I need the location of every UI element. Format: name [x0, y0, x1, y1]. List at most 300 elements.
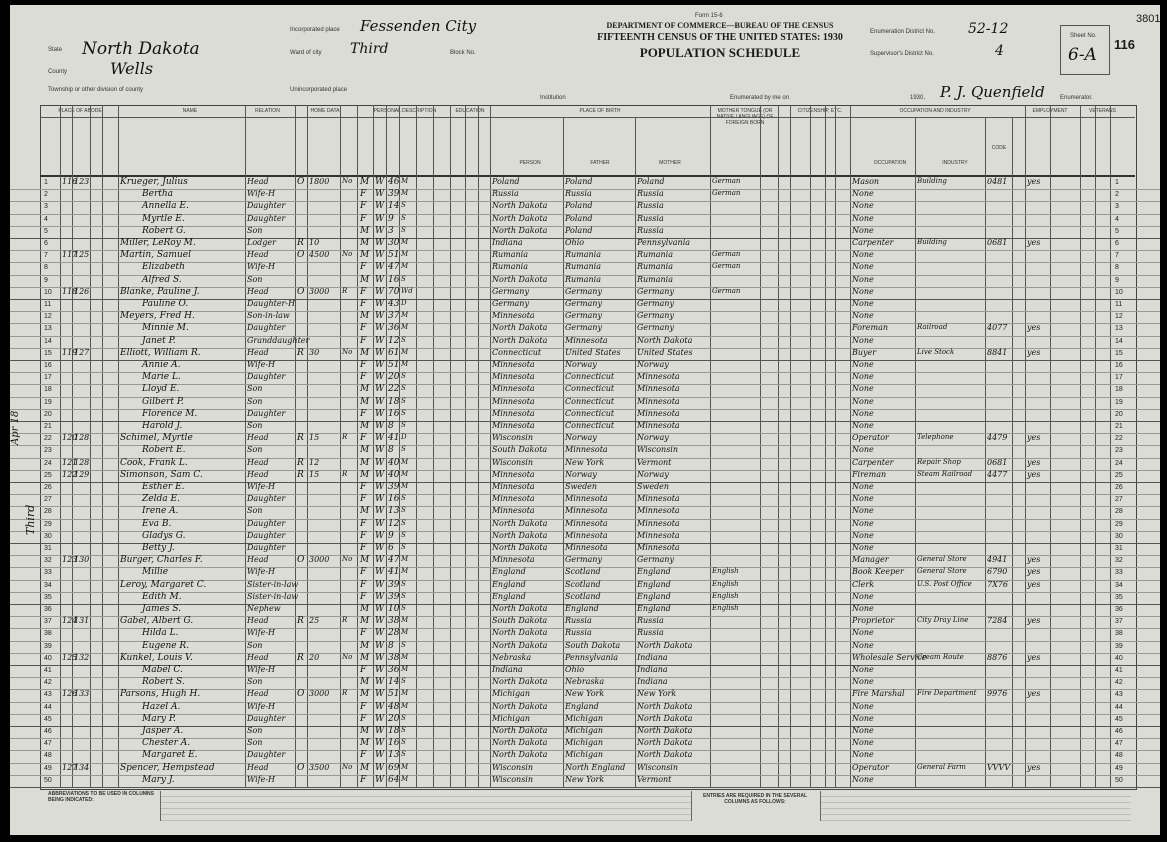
cell-mpob: Minnesota — [637, 506, 680, 516]
cell-mar: S — [401, 225, 406, 234]
cell-occ: None — [852, 604, 874, 613]
cell-ind: U.S. Post Office — [917, 579, 972, 588]
census-sheet — [10, 5, 1160, 835]
line-number-right: 15 — [1115, 349, 1123, 357]
cell-age: 9 — [388, 530, 394, 541]
cell-sex: F — [360, 213, 367, 224]
cell-age: 47 — [388, 262, 400, 273]
cell-fpob: Connecticut — [565, 408, 615, 418]
cell-pob: North Dakota — [492, 225, 548, 235]
table-row — [10, 311, 1160, 324]
cell-mar: S — [401, 421, 406, 429]
cell-sex: F — [360, 201, 367, 212]
cell-mpob: Germany — [637, 323, 674, 333]
cell-race: W — [375, 677, 385, 688]
table-row — [10, 189, 1160, 202]
table-row — [10, 336, 1160, 349]
cell-emp: yes — [1027, 323, 1041, 333]
cell-fpob: Connecticut — [565, 421, 615, 430]
cell-sex: F — [360, 665, 367, 675]
cell-age: 14 — [388, 677, 400, 688]
cell-emp: yes — [1027, 469, 1041, 479]
cell-rel: Sister-in-law — [247, 591, 299, 601]
cell-radio: R — [342, 433, 348, 442]
section-home: HOME DATA — [310, 108, 340, 114]
cell-race: W — [375, 750, 385, 761]
cell-rel: Son — [247, 274, 263, 284]
unincorporated-label: Unincorporated place — [290, 87, 348, 93]
cell-mar: S — [401, 384, 406, 393]
cell-age: 10 — [388, 604, 400, 614]
cell-code: VVVV — [987, 762, 1011, 772]
cell-occ: Carpenter — [852, 238, 894, 247]
cell-mar: S — [401, 713, 406, 722]
cell-mpob: Wisconsin — [637, 762, 679, 772]
cell-emp: yes — [1027, 689, 1041, 699]
cell-val: 15 — [309, 469, 320, 479]
cell-occ: Carpenter — [852, 457, 894, 467]
cell-ind: Repair Shop — [917, 457, 961, 466]
table-row — [10, 250, 1160, 263]
cell-occ: None — [852, 213, 874, 223]
cell-age: 14 — [388, 201, 400, 212]
cell-own: R — [297, 616, 304, 627]
cell-pob: Minnesota — [492, 311, 535, 321]
cell-rel: Daughter — [247, 494, 286, 504]
cell-rel: Wife-H — [247, 482, 276, 491]
cell-code: 4477 — [987, 469, 1008, 479]
township-label: Township or other division of county — [48, 87, 144, 93]
line-number-right: 26 — [1115, 484, 1123, 491]
cell-own: O — [297, 555, 305, 566]
cell-pob: North Dakota — [492, 518, 548, 528]
line-number-right: 44 — [1115, 703, 1123, 711]
cell-rel: Wife-H — [247, 628, 276, 638]
cell-tongue: English — [712, 591, 739, 600]
state-value: North Dakota — [82, 39, 200, 59]
cell-occ: None — [852, 311, 874, 321]
line-number: 6 — [44, 240, 48, 247]
cell-mpob: Minnesota — [637, 543, 680, 552]
cell-mpob: Minnesota — [637, 372, 680, 382]
cell-age: 69 — [388, 762, 400, 773]
cell-rel: Lodger — [247, 238, 276, 247]
table-row — [10, 409, 1160, 422]
cell-fpob: South Dakota — [565, 640, 621, 650]
line-number-right: 17 — [1115, 374, 1123, 382]
cell-pob: North Dakota — [492, 738, 548, 748]
cell-race: W — [375, 665, 385, 675]
cell-pob: Minnesota — [492, 396, 535, 406]
abbreviation-block — [160, 791, 692, 821]
line-number: 38 — [44, 630, 52, 638]
line-number-right: 32 — [1115, 557, 1123, 565]
cell-fam: 131 — [74, 616, 90, 626]
cell-mar: S — [401, 494, 406, 503]
cell-mar: S — [401, 738, 406, 747]
cell-occ: None — [852, 299, 874, 308]
cell-name: Robert E. — [142, 445, 186, 456]
cell-code: 4941 — [987, 555, 1008, 565]
cell-occ: None — [852, 408, 874, 418]
line-number-right: 28 — [1115, 508, 1123, 516]
cell-own: O — [297, 177, 305, 187]
cell-mar: M — [401, 689, 409, 698]
cell-pob: Minnesota — [492, 494, 535, 504]
cell-name: Parsons, Hugh H. — [120, 689, 201, 700]
cell-mar: S — [401, 677, 406, 686]
cell-val: 1800 — [309, 177, 330, 186]
cell-mar: M — [401, 189, 409, 198]
cell-age: 12 — [388, 335, 400, 346]
line-number: 15 — [44, 349, 52, 357]
cell-val: 3000 — [309, 689, 330, 699]
line-number: 11 — [44, 301, 52, 308]
cell-race: W — [375, 482, 385, 492]
table-row — [10, 653, 1160, 666]
cell-occ: None — [852, 372, 874, 382]
cell-occ: Wholesale Service — [852, 652, 927, 662]
line-number: 12 — [44, 313, 52, 321]
cell-name: Jasper A. — [142, 726, 184, 736]
cell-sex: M — [360, 238, 370, 248]
cell-mar: S — [401, 372, 406, 381]
line-number: 42 — [44, 679, 52, 687]
line-number-right: 13 — [1115, 325, 1123, 333]
cell-radio: No — [342, 250, 353, 259]
cell-sex: F — [360, 482, 367, 492]
cell-fpob: Minnesota — [565, 518, 608, 528]
cell-name: Margaret E. — [142, 750, 198, 761]
cell-sex: M — [360, 396, 370, 407]
line-number-right: 37 — [1115, 618, 1123, 626]
cell-mar: S — [401, 750, 406, 759]
cell-dw: 123 — [62, 555, 78, 565]
cell-mpob: United States — [637, 347, 693, 357]
cell-sex: M — [360, 616, 370, 627]
cell-race: W — [375, 323, 385, 334]
cell-tongue: English — [712, 567, 739, 576]
cell-fpob: New York — [565, 457, 605, 467]
cell-val: 3000 — [309, 555, 330, 565]
cell-pob: Rumania — [492, 262, 529, 272]
cell-mpob: Minnesota — [637, 396, 680, 406]
cell-rel: Daughter — [247, 530, 286, 540]
line-number-right: 3 — [1115, 203, 1119, 211]
cell-pob: Indiana — [492, 238, 523, 247]
cell-mpob: North Dakota — [637, 750, 693, 760]
cell-name: Eugene R. — [142, 640, 190, 651]
line-number-right: 50 — [1115, 776, 1123, 784]
cell-mar: S — [401, 726, 406, 734]
county-label: County — [48, 69, 68, 75]
col-father: FATHER — [590, 160, 610, 166]
cell-name: Florence M. — [142, 408, 198, 419]
sheet-value: 6-A — [1068, 45, 1097, 65]
cell-fpob: Russia — [565, 189, 592, 199]
enumeration-district-value: 52-12 — [968, 21, 1009, 37]
cell-mar: M — [401, 311, 409, 320]
cell-emp: yes — [1027, 457, 1041, 467]
cell-sex: M — [360, 738, 370, 749]
cell-rel: Son — [247, 640, 263, 650]
cell-pob: Wisconsin — [492, 762, 534, 772]
cell-fpob: Germany — [565, 311, 602, 321]
cell-fam: 132 — [74, 652, 90, 662]
cell-pob: Nebraska — [492, 652, 532, 662]
cell-sex: F — [360, 543, 367, 553]
line-number: 30 — [44, 532, 52, 540]
line-number-right: 43 — [1115, 691, 1123, 699]
cell-mpob: Vermont — [637, 457, 672, 467]
cell-sex: M — [360, 177, 370, 187]
cell-rel: Head — [247, 347, 269, 357]
cell-rel: Wife-H — [247, 665, 276, 674]
cell-mar: M — [401, 347, 409, 356]
cell-occ: None — [852, 189, 874, 199]
cell-pob: Minnesota — [492, 384, 535, 394]
line-number: 3 — [44, 203, 48, 211]
cell-occ: None — [852, 421, 874, 430]
cell-age: 47 — [388, 555, 400, 566]
line-number: 31 — [44, 545, 52, 552]
cell-pob: Michigan — [492, 713, 530, 723]
cell-pob: North Dakota — [492, 677, 548, 687]
line-number: 50 — [44, 776, 52, 784]
cell-ind: General Farm — [917, 762, 966, 771]
cell-mpob: Minnesota — [637, 518, 680, 528]
table-row — [10, 641, 1160, 654]
cell-own: R — [297, 457, 304, 468]
cell-fpob: Connecticut — [565, 372, 615, 382]
line-number: 37 — [44, 618, 52, 626]
section-occupation: OCCUPATION AND INDUSTRY — [899, 108, 971, 114]
line-number-right: 49 — [1115, 764, 1123, 772]
cell-name: Hazel A. — [142, 701, 181, 712]
cell-occ: Operator — [852, 433, 889, 443]
cell-race: W — [375, 628, 385, 639]
line-number-right: 22 — [1115, 435, 1123, 443]
table-row — [10, 287, 1160, 300]
cell-occ: None — [852, 360, 874, 369]
cell-pob: Germany — [492, 286, 529, 296]
cell-emp: yes — [1027, 433, 1041, 443]
cell-radio: No — [342, 347, 353, 356]
cell-age: 18 — [388, 726, 400, 736]
table-row — [10, 702, 1160, 715]
cell-sex: F — [360, 567, 367, 578]
cell-occ: None — [852, 201, 874, 211]
cell-fam: 128 — [74, 433, 90, 443]
cell-pob: England — [492, 591, 526, 601]
cell-tongue: German — [712, 286, 741, 295]
cell-name: Myrtle E. — [142, 213, 185, 224]
cell-mpob: England — [637, 579, 671, 589]
cell-age: 36 — [388, 665, 400, 675]
cell-dw: 125 — [62, 652, 78, 662]
cell-fpob: Nebraska — [565, 677, 605, 687]
cell-occ: Proprietor — [852, 616, 895, 626]
line-number: 43 — [44, 691, 52, 699]
cell-age: 13 — [388, 506, 400, 517]
enumerator-signature: P. J. Quenfield — [940, 83, 1045, 101]
cell-mpob: Indiana — [637, 665, 668, 674]
cell-race: W — [375, 238, 385, 248]
cell-radio: No — [342, 762, 353, 771]
cell-race: W — [375, 286, 385, 297]
cell-sex: M — [360, 384, 370, 395]
cell-race: W — [375, 469, 385, 480]
cell-sex: F — [360, 628, 367, 639]
cell-name: Schimel, Myrtle — [120, 433, 193, 444]
table-row — [10, 458, 1160, 471]
cell-mar: M — [401, 177, 409, 185]
cell-occ: Fireman — [852, 469, 887, 479]
table-row — [10, 445, 1160, 458]
cell-code: 0481 — [987, 177, 1008, 186]
line-number-right: 48 — [1115, 752, 1123, 760]
cell-rel: Son — [247, 738, 263, 748]
line-number-right: 24 — [1115, 459, 1123, 467]
line-number-right: 19 — [1115, 398, 1123, 406]
table-row — [10, 555, 1160, 568]
col-industry: INDUSTRY — [942, 160, 968, 166]
cell-mar: M — [401, 762, 409, 771]
cell-mpob: Minnesota — [637, 530, 680, 540]
cell-code: 9976 — [987, 689, 1008, 699]
cell-mpob: North Dakota — [637, 713, 693, 723]
cell-emp: yes — [1027, 347, 1041, 357]
cell-sex: M — [360, 421, 370, 431]
cell-race: W — [375, 347, 385, 358]
cell-rel: Head — [247, 250, 269, 260]
cell-pob: Germany — [492, 299, 529, 308]
cell-rel: Son — [247, 726, 263, 735]
cell-fpob: Sweden — [565, 482, 598, 491]
line-number: 14 — [44, 337, 52, 345]
cell-age: 22 — [388, 384, 400, 395]
cell-occ: None — [852, 506, 874, 516]
table-row — [10, 506, 1160, 519]
cell-rel: Son — [247, 396, 263, 406]
cell-mar: M — [401, 774, 409, 783]
cell-age: 16 — [388, 408, 400, 419]
cell-fpob: Russia — [565, 616, 592, 626]
line-number: 24 — [44, 459, 52, 467]
cell-race: W — [375, 384, 385, 395]
section-tongue: MOTHER TONGUE (OR NATIVE LANGUAGE) OF FOREIGN BORN — [716, 108, 774, 126]
cell-mpob: England — [637, 591, 671, 601]
sheet-label: Sheet No. — [1070, 33, 1097, 39]
line-number: 46 — [44, 728, 52, 735]
cell-pob: Minnesota — [492, 555, 535, 565]
cell-name: Gilbert P. — [142, 396, 184, 407]
instructions-block — [820, 791, 1131, 821]
cell-pob: Russia — [492, 189, 519, 199]
cell-rel: Daughter — [247, 201, 286, 211]
cell-pob: Indiana — [492, 665, 523, 674]
cell-race: W — [375, 506, 385, 517]
department: DEPARTMENT OF COMMERCE—BUREAU OF THE CENSUS — [606, 21, 834, 30]
cell-age: 39 — [388, 579, 400, 590]
cell-fpob: Poland — [565, 201, 593, 211]
cell-age: 16 — [388, 738, 400, 749]
cell-age: 8 — [388, 640, 394, 651]
cell-race: W — [375, 189, 385, 200]
cell-age: 8 — [388, 421, 394, 431]
cell-ind: Live Stock — [917, 347, 955, 356]
cell-age: 70 — [388, 286, 400, 297]
line-number-right: 29 — [1115, 520, 1123, 528]
cell-sex: F — [360, 774, 367, 785]
cell-age: 30 — [388, 238, 400, 248]
cell-own: O — [297, 762, 305, 773]
cell-mpob: Rumania — [637, 250, 674, 260]
cell-mpob: Germany — [637, 299, 674, 308]
cell-race: W — [375, 701, 385, 712]
cell-mpob: New York — [637, 689, 677, 699]
cell-occ: None — [852, 396, 874, 406]
table-row — [10, 750, 1160, 763]
cell-mar: S — [401, 408, 406, 417]
cell-rel: Son — [247, 225, 263, 235]
cell-mpob: Sweden — [637, 482, 670, 491]
cell-fpob: Michigan — [565, 738, 603, 748]
cell-pob: Wisconsin — [492, 774, 534, 784]
cell-own: R — [297, 347, 304, 358]
cell-emp: yes — [1027, 652, 1041, 662]
cell-race: W — [375, 274, 385, 285]
line-number: 18 — [44, 386, 52, 394]
cell-race: W — [375, 762, 385, 773]
cell-age: 28 — [388, 628, 400, 639]
cell-age: 41 — [388, 567, 400, 578]
cell-sex: F — [360, 262, 367, 273]
cell-pob: South Dakota — [492, 616, 548, 626]
cell-fpob: Germany — [565, 323, 602, 333]
col-occupation: OCCUPATION — [873, 160, 907, 166]
cell-name: Annella E. — [142, 201, 189, 212]
cell-sex: M — [360, 274, 370, 285]
cell-mar: D — [401, 433, 407, 442]
cell-code: 4077 — [987, 323, 1008, 333]
cell-ind: Fire Department — [917, 689, 977, 698]
cell-sex: M — [360, 604, 370, 614]
table-row — [10, 348, 1160, 361]
cell-occ: None — [852, 262, 874, 272]
cell-race: W — [375, 518, 385, 529]
cell-mpob: Minnesota — [637, 421, 680, 430]
cell-occ: None — [852, 738, 874, 748]
cell-race: W — [375, 604, 385, 614]
cell-fpob: Russia — [565, 628, 592, 638]
cell-fpob: Minnesota — [565, 506, 608, 516]
cell-name: Millie — [142, 567, 169, 578]
cell-fam: 129 — [74, 469, 90, 479]
cell-sex: F — [360, 591, 367, 602]
table-row — [10, 214, 1160, 227]
line-number-right: 27 — [1115, 496, 1123, 504]
table-row — [10, 470, 1160, 483]
cell-mpob: Germany — [637, 286, 674, 296]
col-mother: MOTHER — [659, 160, 681, 166]
cell-age: 40 — [388, 457, 400, 468]
cell-fam: 128 — [74, 457, 90, 467]
cell-pob: North Dakota — [492, 274, 548, 284]
cell-rel: Daughter — [247, 323, 286, 333]
cell-mar: S — [401, 201, 406, 210]
line-number: 19 — [44, 398, 52, 406]
